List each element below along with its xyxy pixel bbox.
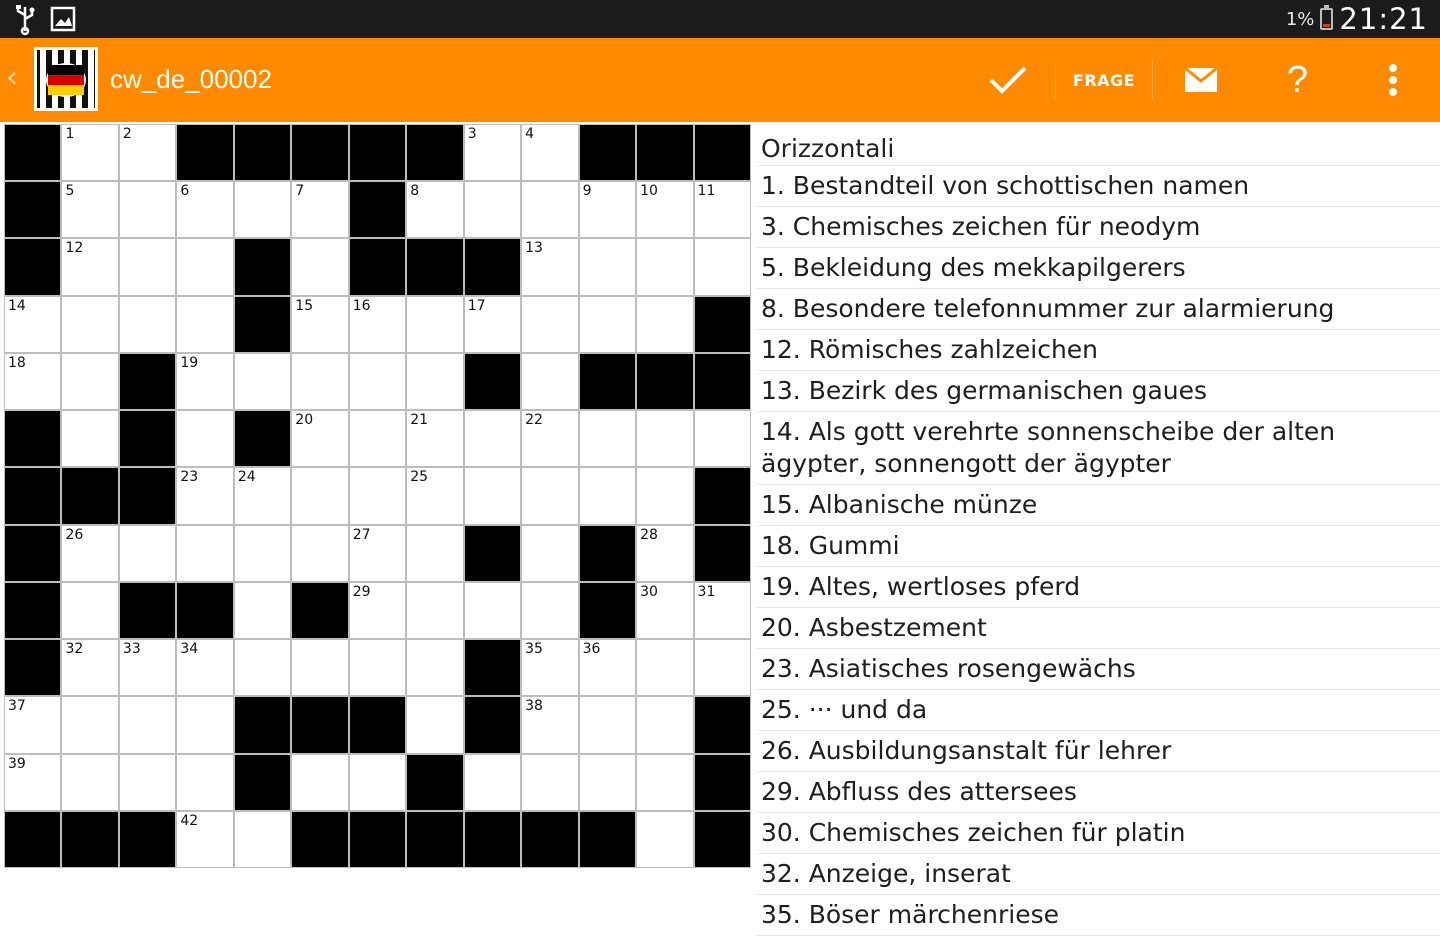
check-button[interactable] [960, 38, 1055, 122]
clock: 21:21 [1339, 2, 1428, 36]
grid-cell[interactable] [407, 526, 462, 581]
grid-cell[interactable] [695, 239, 750, 294]
grid-cell[interactable] [522, 239, 577, 294]
grid-block [120, 468, 175, 523]
clue-number: 32 [65, 641, 84, 658]
grid-block [465, 526, 520, 581]
battery-percent: 1% [1285, 8, 1315, 30]
grid-cell[interactable] [62, 640, 117, 695]
grid-cell[interactable] [235, 354, 290, 409]
grid-cell[interactable] [120, 755, 175, 810]
grid-cell[interactable] [292, 640, 347, 695]
clue-number: 14 [8, 297, 26, 314]
grid-cell[interactable] [407, 697, 462, 752]
app-logo[interactable] [34, 47, 98, 111]
grid-block [580, 583, 635, 638]
grid-cell[interactable] [120, 239, 175, 294]
grid-cell[interactable] [522, 755, 577, 810]
grid-cell[interactable] [637, 526, 692, 581]
grid-block [580, 354, 635, 409]
grid-block [465, 239, 520, 294]
grid-cell[interactable] [695, 182, 750, 237]
grid-cell[interactable] [5, 755, 60, 810]
grid-cell[interactable] [637, 239, 692, 294]
grid-cell[interactable] [637, 182, 692, 237]
grid-cell[interactable] [522, 640, 577, 695]
clue-number: 25 [410, 469, 429, 486]
clue-number: 2 [122, 126, 132, 142]
clue-number: 24 [237, 469, 256, 486]
grid-cell[interactable] [522, 468, 577, 523]
grid-cell[interactable] [235, 182, 290, 237]
clue-item[interactable]: 1. Bestandteil von schottischen namen [757, 166, 1440, 207]
grid-cell[interactable] [350, 411, 405, 466]
grid-block [5, 182, 60, 237]
grid-block [120, 583, 175, 638]
grid-cell[interactable] [637, 755, 692, 810]
clue-item[interactable]: 19. Altes, wertloses pferd [757, 567, 1440, 608]
grid-cell[interactable] [580, 697, 635, 752]
grid-cell[interactable] [580, 411, 635, 466]
grid-cell[interactable] [465, 182, 520, 237]
clue-number: 8 [410, 183, 420, 200]
grid-block [235, 239, 290, 294]
grid-cell[interactable] [695, 583, 750, 638]
grid-cell[interactable] [522, 354, 577, 409]
grid-block [695, 526, 750, 581]
grid-cell[interactable] [407, 411, 462, 466]
grid-cell[interactable] [637, 411, 692, 466]
grid-cell[interactable] [350, 354, 405, 409]
grid-block [695, 297, 750, 352]
grid-cell[interactable] [62, 182, 117, 237]
grid-block [637, 354, 692, 409]
clue-number: 16 [352, 297, 371, 314]
grid-block [235, 411, 290, 466]
grid-cell[interactable] [292, 354, 347, 409]
grid-cell[interactable] [177, 468, 232, 523]
mail-button[interactable] [1153, 38, 1249, 122]
grid-block [292, 812, 347, 867]
clue-number: 1 [65, 126, 75, 142]
grid-cell[interactable] [637, 468, 692, 523]
status-bar [0, 0, 1440, 38]
action-bar [0, 38, 1440, 122]
clue-item[interactable]: 15. Albanische münze [757, 485, 1440, 526]
grid-cell[interactable] [580, 182, 635, 237]
grid-block [5, 468, 60, 523]
clue-number: 5 [65, 183, 75, 200]
grid-cell[interactable] [120, 182, 175, 237]
clue-number: 7 [295, 183, 305, 200]
grid-block [407, 812, 462, 867]
clue-number: 39 [8, 755, 26, 772]
grid-block [407, 755, 462, 810]
grid-block [350, 239, 405, 294]
grid-cell[interactable] [5, 697, 60, 752]
grid-cell[interactable] [120, 697, 175, 752]
clue-item[interactable]: 5. Bekleidung des mekkapilgerers [757, 248, 1440, 289]
grid-block [5, 640, 60, 695]
grid-block [235, 297, 290, 352]
grid-cell[interactable] [292, 239, 347, 294]
clue-number: 27 [352, 526, 371, 543]
grid-block [235, 755, 290, 810]
grid-block [465, 697, 520, 752]
grid-block [695, 755, 750, 810]
grid-block [695, 697, 750, 752]
grid-cell[interactable] [465, 125, 520, 180]
grid-cell[interactable] [637, 697, 692, 752]
grid-block [5, 125, 60, 180]
grid-cell[interactable] [580, 297, 635, 352]
grid-block [292, 697, 347, 752]
image-icon [50, 6, 76, 36]
grid-cell[interactable] [695, 411, 750, 466]
grid-block [350, 697, 405, 752]
clue-number: 30 [640, 583, 658, 600]
grid-cell[interactable] [407, 182, 462, 237]
grid-cell[interactable] [5, 297, 60, 352]
grid-cell[interactable] [407, 354, 462, 409]
grid-cell[interactable] [177, 812, 232, 867]
grid-block [120, 411, 175, 466]
clue-number: 21 [410, 412, 429, 429]
clue-number: 37 [8, 698, 26, 715]
clue-list [757, 128, 1440, 929]
grid-cell[interactable] [120, 125, 175, 180]
grid-cell[interactable] [350, 755, 405, 810]
grid-block [350, 182, 405, 237]
grid-cell[interactable] [177, 697, 232, 752]
grid-cell[interactable] [407, 583, 462, 638]
grid-cell[interactable] [120, 640, 175, 695]
clue-number: 17 [467, 297, 486, 314]
grid-cell[interactable] [522, 125, 577, 180]
grid-cell[interactable] [407, 297, 462, 352]
clue-number: 36 [582, 641, 601, 658]
grid-cell[interactable] [580, 468, 635, 523]
grid-cell[interactable] [292, 411, 347, 466]
clue-list-heading: Orizzontali [757, 128, 1440, 166]
grid-block [292, 583, 347, 638]
grid-cell[interactable] [292, 182, 347, 237]
clue-number: 11 [697, 183, 716, 200]
grid-cell[interactable] [465, 583, 520, 638]
clue-number: 4 [525, 126, 535, 142]
clue-item[interactable]: 20. Asbestzement [757, 608, 1440, 649]
clue-number: 22 [525, 412, 543, 429]
grid-cell[interactable] [62, 354, 117, 409]
grid-block [522, 812, 577, 867]
grid-block [407, 239, 462, 294]
grid-cell[interactable] [522, 526, 577, 581]
grid-cell[interactable] [62, 411, 117, 466]
grid-cell[interactable] [120, 526, 175, 581]
grid-cell[interactable] [62, 125, 117, 180]
grid-block [235, 125, 290, 180]
clue-number: 42 [180, 812, 199, 829]
grid-cell[interactable] [350, 526, 405, 581]
grid-cell[interactable] [522, 697, 577, 752]
grid-cell[interactable] [235, 640, 290, 695]
grid-cell[interactable] [522, 182, 577, 237]
overflow-menu-button[interactable] [1345, 38, 1440, 122]
clue-item[interactable]: 30. Chemisches zeichen für platin [757, 813, 1440, 854]
clue-item[interactable]: 35. Böser märchenriese [757, 895, 1440, 936]
grid-cell[interactable] [465, 468, 520, 523]
grid-cell[interactable] [522, 583, 577, 638]
grid-cell[interactable] [580, 640, 635, 695]
clue-number: 28 [640, 526, 658, 543]
grid-block [580, 526, 635, 581]
grid-cell[interactable] [177, 526, 232, 581]
grid-block [350, 125, 405, 180]
back-chevron-icon[interactable]: ‹ [6, 60, 18, 95]
grid-cell[interactable] [522, 297, 577, 352]
help-label: ? [1286, 58, 1309, 101]
grid-block [637, 125, 692, 180]
grid-block [235, 697, 290, 752]
clue-item[interactable]: 14. Als gott verehrte sonnenscheibe der alten ägypter, sonnengott der ägypter [757, 412, 1440, 485]
clue-number: 18 [8, 354, 26, 371]
grid-cell[interactable] [120, 297, 175, 352]
clue-item[interactable]: 18. Gummi [757, 526, 1440, 567]
grid-block [695, 125, 750, 180]
grid-cell[interactable] [580, 239, 635, 294]
grid-block [5, 526, 60, 581]
grid-block [5, 239, 60, 294]
grid-cell[interactable] [235, 526, 290, 581]
grid-cell[interactable] [350, 583, 405, 638]
question-button[interactable] [1056, 38, 1152, 122]
grid-cell[interactable] [62, 697, 117, 752]
grid-cell[interactable] [177, 297, 232, 352]
grid-cell[interactable] [292, 755, 347, 810]
clue-number: 33 [122, 641, 141, 658]
clue-item[interactable]: 3. Chemisches zeichen für neodym [757, 207, 1440, 248]
grid-block [120, 812, 175, 867]
grid-block [292, 125, 347, 180]
grid-cell[interactable] [637, 640, 692, 695]
clue-item[interactable]: 25. ··· und da [757, 690, 1440, 731]
grid-cell[interactable] [465, 297, 520, 352]
grid-block [5, 812, 60, 867]
grid-block [695, 468, 750, 523]
grid-cell[interactable] [235, 468, 290, 523]
grid-cell[interactable] [62, 297, 117, 352]
grid-cell[interactable] [62, 755, 117, 810]
clue-item[interactable]: 26. Ausbildungsanstalt für lehrer [757, 731, 1440, 772]
clue-item[interactable]: 29. Abfluss des attersees [757, 772, 1440, 813]
crossword-grid [4, 124, 751, 868]
screen-title: cw_de_00002 [110, 64, 272, 94]
grid-cell[interactable] [522, 411, 577, 466]
clue-number: 23 [180, 469, 199, 486]
grid-cell[interactable] [177, 182, 232, 237]
clue-number: 9 [582, 183, 592, 200]
clue-number: 10 [640, 183, 658, 200]
usb-icon [14, 5, 36, 37]
grid-block [120, 354, 175, 409]
clue-item[interactable]: 12. Römisches zahlzeichen [757, 330, 1440, 371]
german-flag-icon [48, 65, 84, 95]
grid-block [62, 468, 117, 523]
grid-cell[interactable] [62, 239, 117, 294]
help-button[interactable] [1250, 38, 1345, 122]
grid-cell[interactable] [62, 583, 117, 638]
clue-item[interactable]: 23. Asiatisches rosengewächs [757, 649, 1440, 690]
mail-icon [1184, 67, 1218, 93]
clue-number: 13 [525, 240, 543, 257]
grid-block [350, 812, 405, 867]
grid-block [177, 125, 232, 180]
clue-number: 19 [180, 354, 199, 371]
grid-cell[interactable] [292, 526, 347, 581]
clue-number: 38 [525, 698, 543, 715]
grid-block [62, 812, 117, 867]
grid-block [5, 411, 60, 466]
battery-icon [1320, 8, 1333, 30]
grid-block [465, 354, 520, 409]
grid-cell[interactable] [637, 812, 692, 867]
grid-cell[interactable] [177, 411, 232, 466]
grid-block [177, 583, 232, 638]
clue-number: 6 [180, 183, 190, 200]
grid-cell[interactable] [177, 755, 232, 810]
clue-number: 26 [65, 526, 84, 543]
grid-cell[interactable] [465, 755, 520, 810]
grid-block [5, 583, 60, 638]
clue-item[interactable]: 8. Besondere telefonnummer zur alarmierung [757, 289, 1440, 330]
grid-cell[interactable] [292, 297, 347, 352]
grid-cell[interactable] [62, 526, 117, 581]
clue-item[interactable]: 13. Bezirk des germanischen gaues [757, 371, 1440, 412]
grid-cell[interactable] [637, 297, 692, 352]
grid-cell[interactable] [580, 755, 635, 810]
grid-cell[interactable] [407, 640, 462, 695]
grid-cell[interactable] [177, 640, 232, 695]
grid-cell[interactable] [407, 468, 462, 523]
grid-cell[interactable] [292, 468, 347, 523]
grid-block [407, 125, 462, 180]
grid-cell[interactable] [235, 583, 290, 638]
grid-cell[interactable] [235, 812, 290, 867]
grid-block [580, 125, 635, 180]
clue-number: 29 [352, 583, 371, 600]
grid-cell[interactable] [5, 354, 60, 409]
grid-block [465, 812, 520, 867]
clue-number: 35 [525, 641, 543, 658]
clue-item[interactable]: 32. Anzeige, inserat [757, 854, 1440, 895]
grid-cell[interactable] [465, 411, 520, 466]
clue-number: 34 [180, 641, 199, 658]
clue-number: 12 [65, 240, 84, 257]
question-button-label: FRAGE [1072, 70, 1136, 90]
clue-number: 3 [467, 126, 477, 142]
clue-number: 20 [295, 412, 314, 429]
clue-number: 15 [295, 297, 314, 314]
grid-cell[interactable] [350, 468, 405, 523]
grid-block [695, 812, 750, 867]
grid-cell[interactable] [350, 640, 405, 695]
clue-number: 31 [697, 583, 716, 600]
grid-cell[interactable] [350, 297, 405, 352]
grid-block [465, 640, 520, 695]
grid-cell[interactable] [637, 583, 692, 638]
grid-cell[interactable] [177, 354, 232, 409]
grid-block [580, 812, 635, 867]
grid-cell[interactable] [695, 640, 750, 695]
check-icon [988, 65, 1028, 95]
overflow-menu-icon [1388, 63, 1398, 97]
grid-cell[interactable] [177, 239, 232, 294]
grid-block [695, 354, 750, 409]
